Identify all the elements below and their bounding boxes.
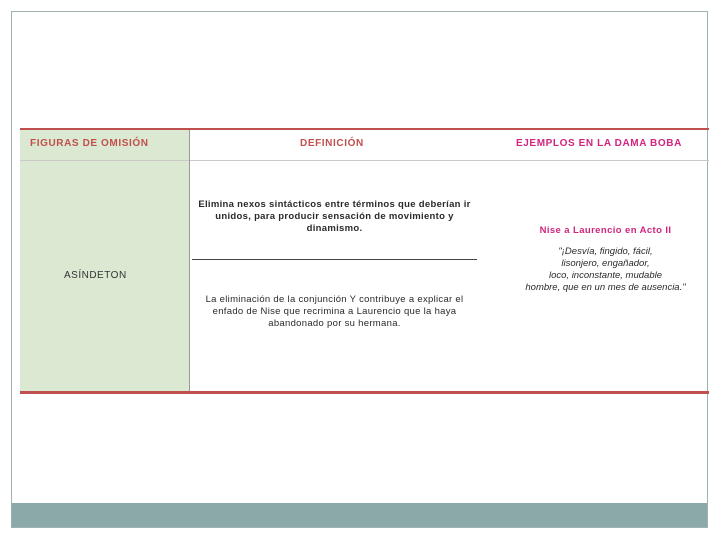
quote-line: lisonjero, engañador, [561, 258, 650, 269]
explanation-line: abandonado por su hermana. [268, 318, 401, 329]
table-bottom-rule [20, 391, 709, 394]
quote-line: loco, inconstante, mudable [548, 270, 663, 281]
quote-line: hombre, que en un mes de ausencia." [525, 282, 686, 293]
figure-name: ASÍNDETON [64, 270, 127, 281]
definition-line: Elimina nexos sintácticos entre términos que deberían ir [198, 199, 471, 210]
explanation-line: La eliminación de la conjunción Y contribuye a explicar el [205, 294, 464, 305]
example-title: Nise a Laurencio en Acto II [539, 225, 672, 236]
table-top-rule [20, 128, 709, 130]
quote-line: "¡Desvía, fingido, fácil, [558, 246, 653, 257]
omission-figures-table [20, 128, 709, 394]
footer-band [12, 503, 707, 527]
definition-line: dinamismo. [306, 223, 363, 234]
explanation-text [192, 294, 477, 330]
header-ejemplos: EJEMPLOS EN LA DAMA BOBA [516, 138, 682, 149]
example-quote [502, 246, 709, 294]
header-divider [20, 160, 709, 161]
column-divider [189, 130, 190, 391]
definition-text [192, 199, 477, 235]
explanation-line: enfado de Nise que recrimina a Laurencio que la haya [212, 306, 457, 317]
header-definicion: DEFINICIÓN [300, 138, 364, 149]
definition-line: unidos, para producir sensación de movimiento y [215, 211, 454, 222]
figure-column-background [20, 130, 189, 391]
definition-divider [192, 259, 477, 260]
header-figuras: FIGURAS DE OMISIÓN [30, 138, 149, 149]
